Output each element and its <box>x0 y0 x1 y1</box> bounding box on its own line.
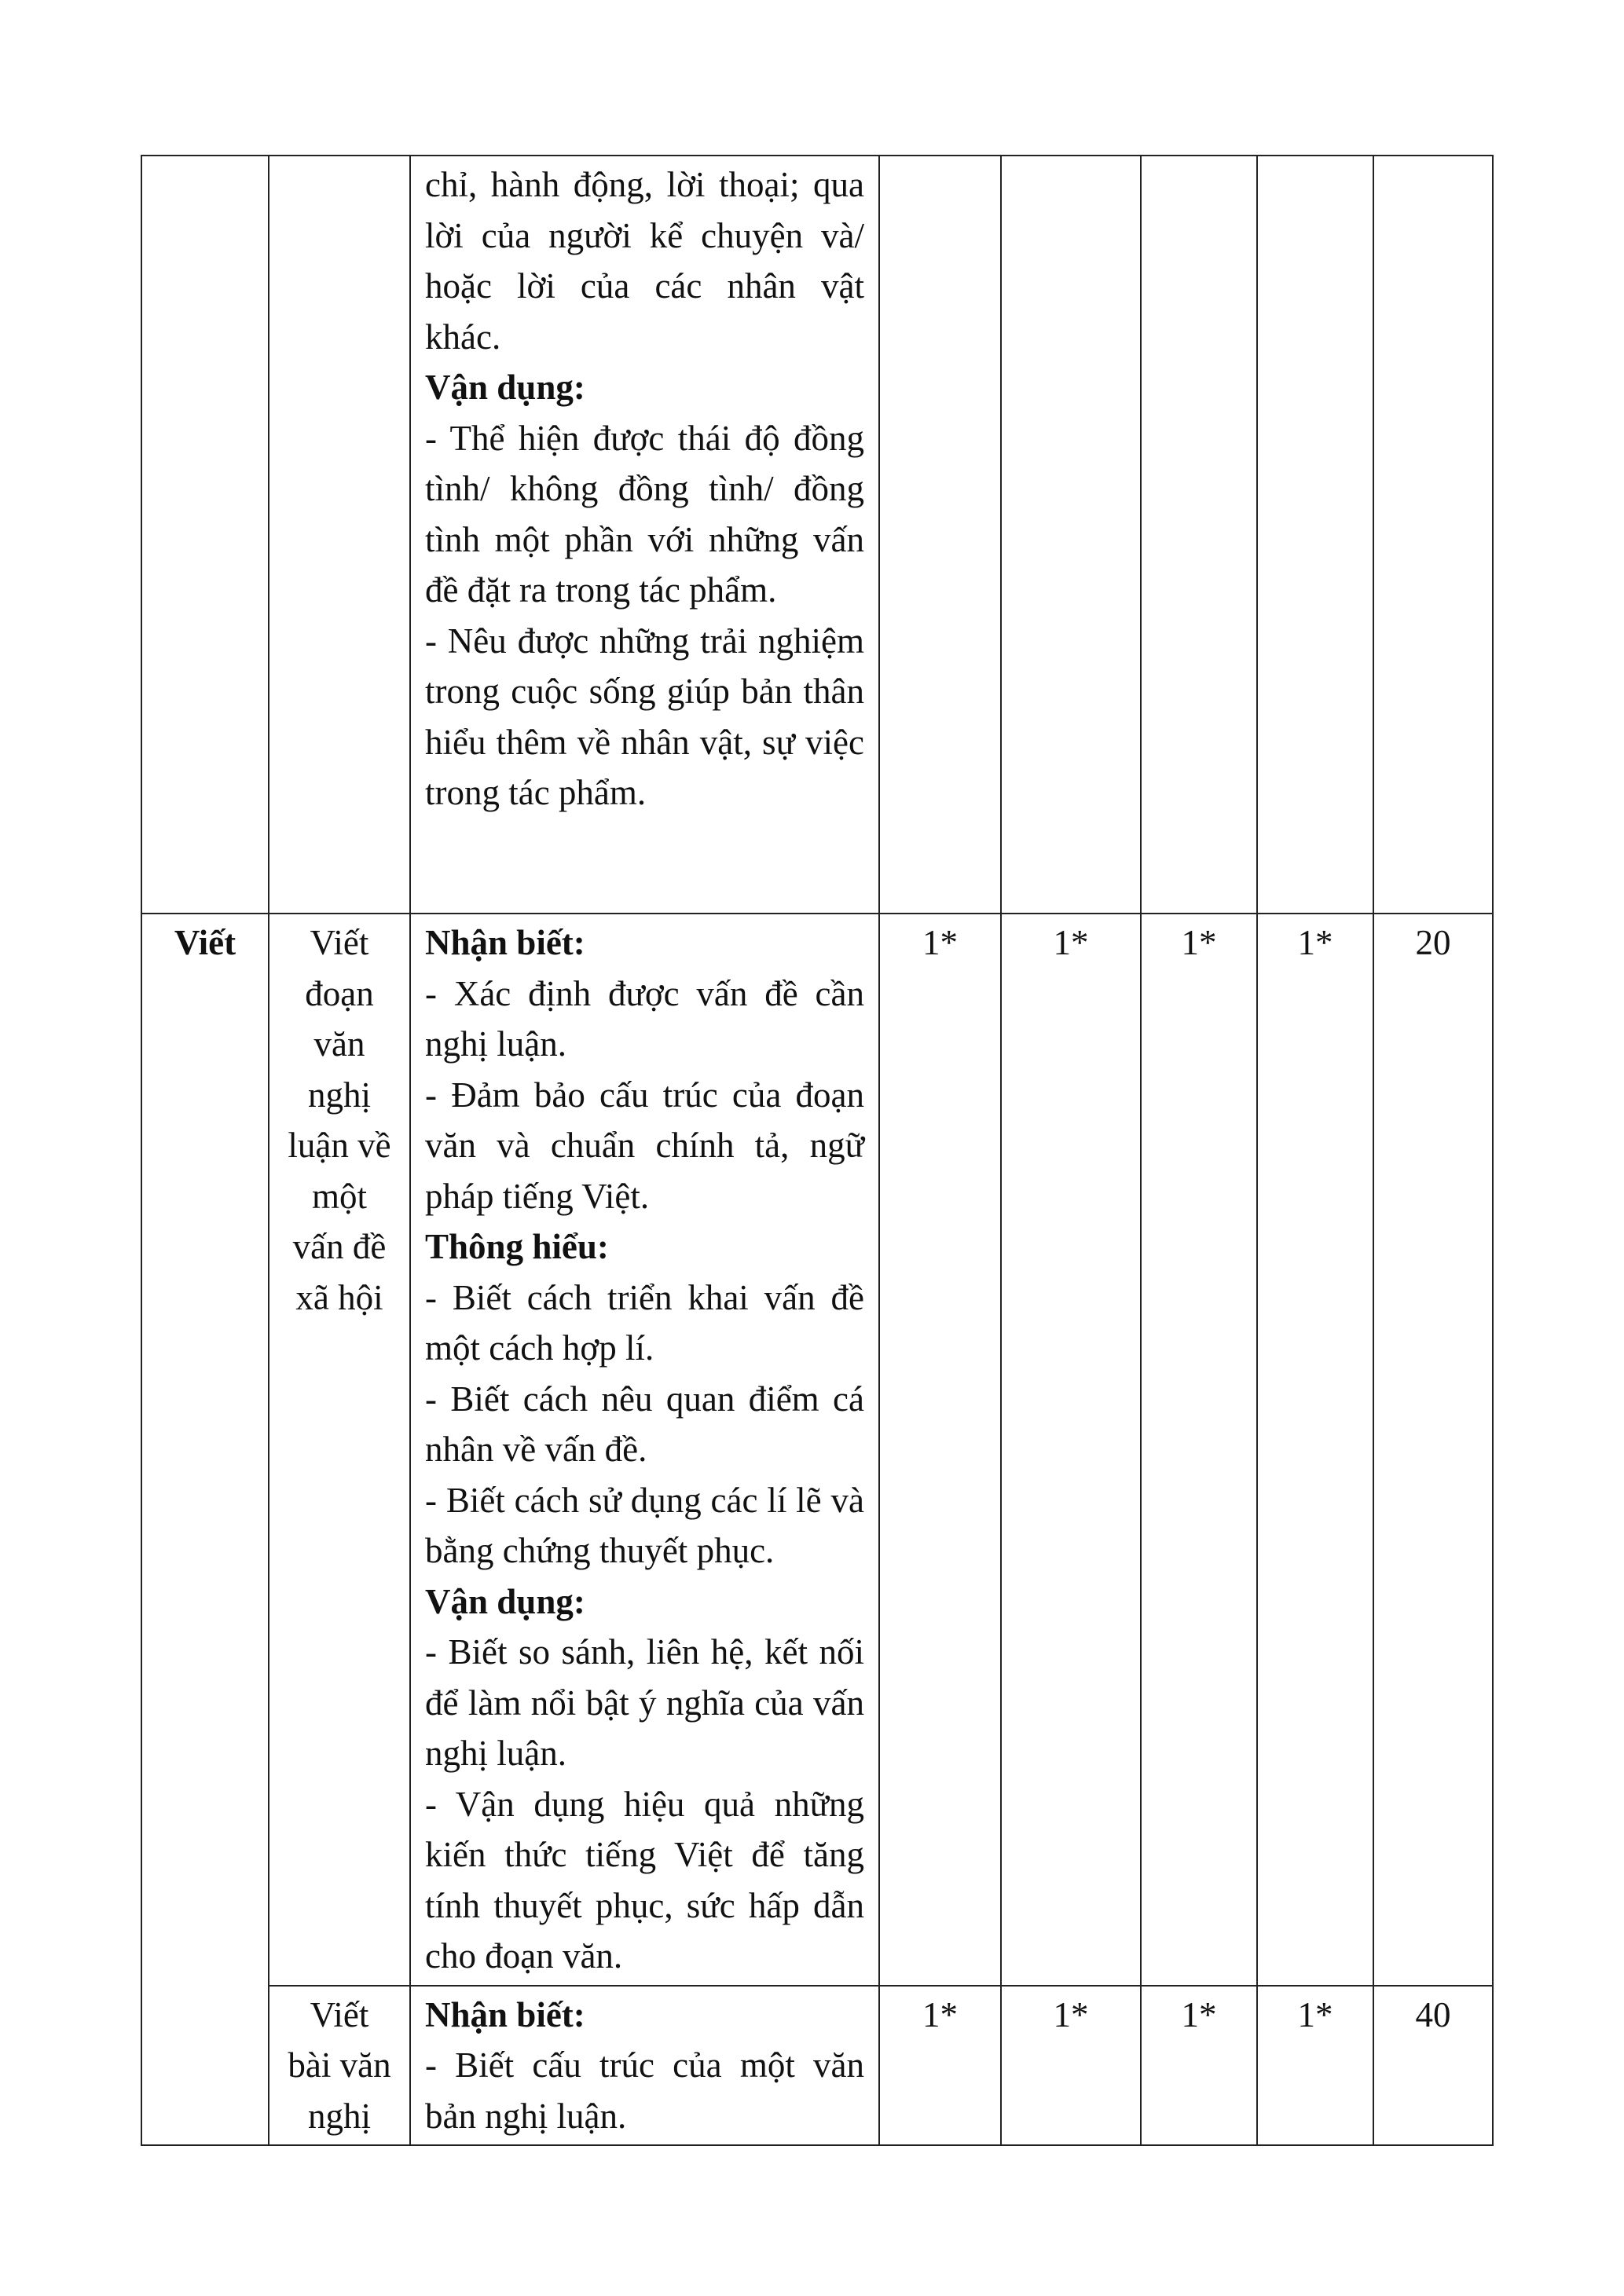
description-text: - Thể hiện được thái độ đồng tình/ không đồng tình/ đồng tình một phần với những vấn đề đặt ra trong tác phẩm. <box>425 418 864 610</box>
count-recognition-cell <box>879 156 1001 914</box>
topic-cell <box>269 914 410 1986</box>
topic-text: Viết <box>310 923 369 962</box>
level-heading: Vận dụng: <box>425 1581 585 1621</box>
level-heading: Nhận biết: <box>425 1994 585 2034</box>
count-application-cell: 1* <box>1141 1986 1257 2146</box>
total-percent-cell: 20 <box>1373 914 1493 1986</box>
count-advanced-application-cell: 1* <box>1257 1986 1373 2146</box>
assessment-matrix-table <box>141 155 1494 2146</box>
description-text: - Đảm bảo cấu trúc của đoạn văn và chuẩn chính tả, ngữ pháp tiếng Việt. <box>425 1075 864 1216</box>
topic-text: văn <box>313 1024 365 1064</box>
description-cell <box>410 914 879 1986</box>
topic-text: xã hội <box>295 1277 383 1317</box>
skill-cell <box>141 914 269 2145</box>
topic-text: Viết <box>310 1994 369 2034</box>
count-application-cell: 1* <box>1141 914 1257 1986</box>
topic-text: nghị <box>307 1075 371 1115</box>
count-understanding-cell: 1* <box>1001 914 1141 1986</box>
count-understanding-cell <box>1001 156 1141 914</box>
skill-label: Viết <box>174 923 236 962</box>
total-percent-cell <box>1373 156 1493 914</box>
level-heading: Thông hiểu: <box>425 1227 609 1266</box>
table-row <box>141 156 1493 914</box>
description-text: - Biết cách triển khai vấn đề một cách hợp lí. <box>425 1277 864 1368</box>
topic-text: vấn đề <box>292 1227 387 1266</box>
topic-text: đoạn <box>305 973 374 1013</box>
description-text: - Biết cách nêu quan điểm cá nhân về vấn đề. <box>425 1379 864 1469</box>
count-advanced-application-cell: 1* <box>1257 914 1373 1986</box>
description-text: - Xác định được vấn đề cần nghị luận. <box>425 973 864 1064</box>
topic-text: nghị <box>307 2096 371 2136</box>
table-row <box>141 1986 1493 2146</box>
level-heading: Vận dụng: <box>425 368 585 407</box>
count-understanding-cell: 1* <box>1001 1986 1141 2146</box>
table-row <box>141 914 1493 1986</box>
topic-text: bài văn <box>288 2045 391 2085</box>
description-cell <box>410 1986 879 2146</box>
count-advanced-application-cell <box>1257 156 1373 914</box>
count-recognition-cell: 1* <box>879 1986 1001 2146</box>
description-text: - Biết cách sử dụng các lí lẽ và bằng chứng thuyết phục. <box>425 1480 864 1570</box>
count-recognition-cell: 1* <box>879 914 1001 1986</box>
count-application-cell <box>1141 156 1257 914</box>
level-heading: Nhận biết: <box>425 923 585 962</box>
total-percent-cell: 40 <box>1373 1986 1493 2146</box>
description-text: - Vận dụng hiệu quả những kiến thức tiếng Việt để tăng tính thuyết phục, sức hấp dẫn cho đoạn văn. <box>425 1784 864 1976</box>
description-text: - Biết so sánh, liên hệ, kết nối để làm nổi bật ý nghĩa của vấn nghị luận. <box>425 1632 864 1773</box>
topic-cell <box>269 1986 410 2146</box>
skill-cell <box>141 156 269 914</box>
topic-text: một <box>311 1176 367 1216</box>
topic-text: luận về <box>288 1126 391 1165</box>
description-cell <box>410 156 879 914</box>
description-text: chỉ, hành động, lời thoại; qua lời của người kể chuyện và/ hoặc lời của các nhân vật khác. <box>425 165 864 357</box>
description-text: - Biết cấu trúc của một văn bản nghị luận. <box>425 2045 864 2136</box>
description-text: - Nêu được những trải nghiệm trong cuộc sống giúp bản thân hiểu thêm về nhân vật, sự việc trong tác phẩm. <box>425 621 864 812</box>
topic-cell <box>269 156 410 914</box>
